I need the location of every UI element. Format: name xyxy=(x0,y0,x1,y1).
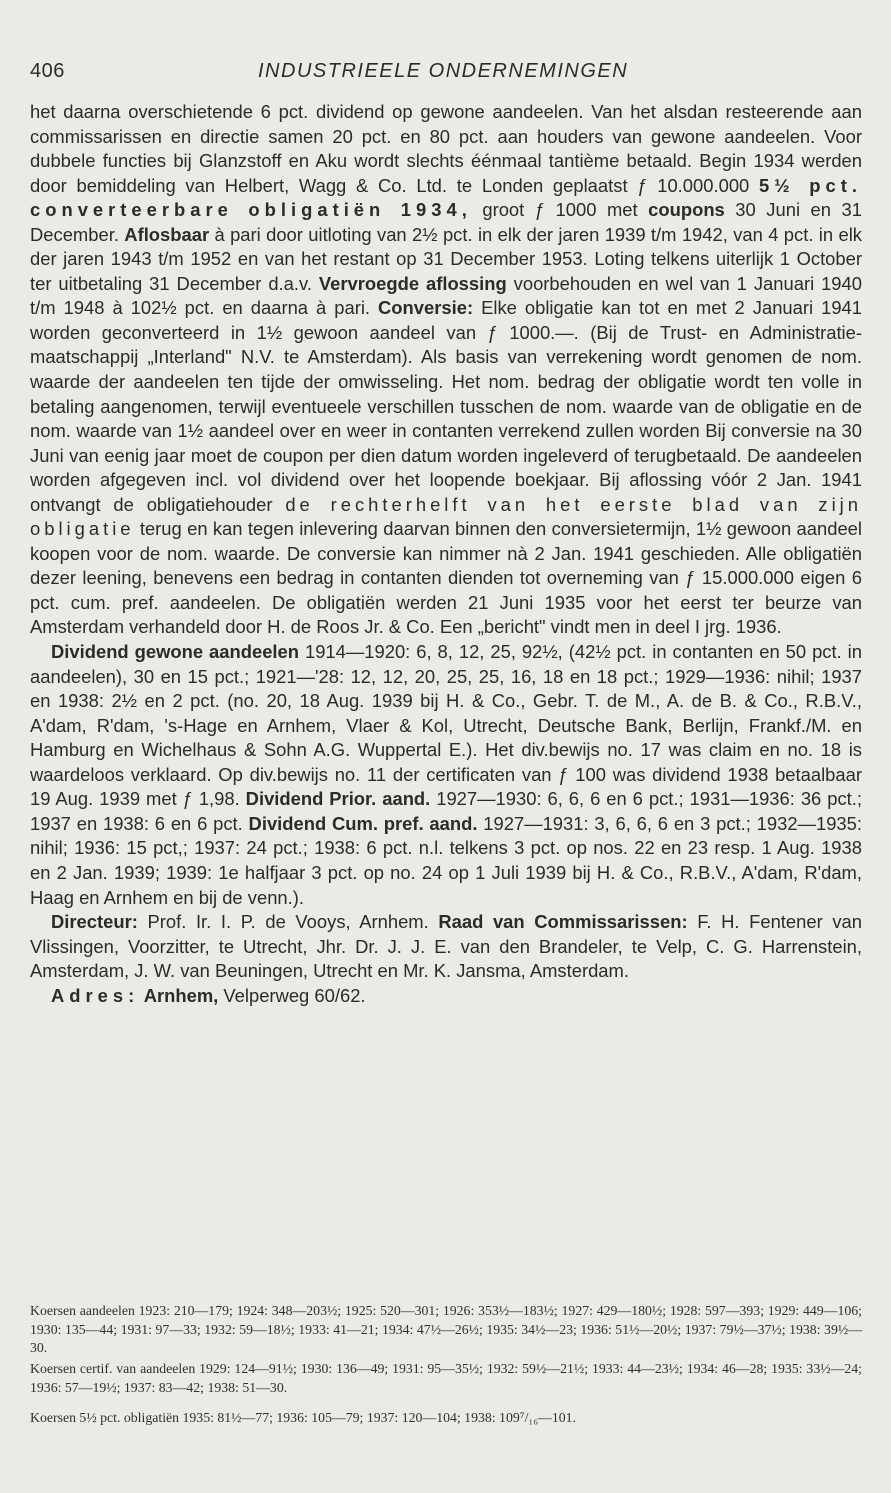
paragraph-bond-issue: het daarna overschietende 6 pct. dividend op gewone aandeelen. Van het alsdan resteerende aan commissarissen en directie samen 20 pct. en 80 pct. aan houders van gewone aandeelen. Voor dubbele functies bij Glanzstoff en Aku wordt slechts éénmaal tantième betaald. Begin 1934 werden door bemiddeling van Helbert, Wagg & Co. Ltd. te Londen geplaatst ƒ 10.000.000 5½ pct. converteerbare obligatiën 1934, groot ƒ 1000 met coupons 30 Juni en 31 December. Aflosbaar à pari door uitloting van 2½ pct. in elk der jaren 1939 t/m 1942, van 4 pct. in elk der jaren 1943 t/m 1952 en van het restant op 31 December 1953. Loting telkens uiterlijk 1 October ter uitbetaling 31 December d.a.v. Vervroegde aflossing voorbehouden en wel van 1 Januari 1940 t/m 1948 à 102½ pct. en daarna à pari. Conversie: Elke obligatie kan tot en met 2 Januari 1941 worden geconverteerd in 1½ gewoon aandeel van ƒ 1000.—. (Bij de Trust- en Administratie-maatschappij „Interland" N.V. te Amsterdam). Als basis van verrekening wordt genomen de nom. waarde der aandeelen ten tijde der omwisseling. Het nom. bedrag der obligatie wordt ten volle in betaling aangenomen, terwijl eventueele verschillen tusschen de nom. waarde van de obligatie en de nom. waarde van 1½ aandeel over en weer in contanten verrekend zullen worden Bij conversie na 30 Juni van eenig jaar moet de coupon per dien datum worden ingeleverd of terugbetaald. De aandeelen worden afgegeven incl. vol dividend over het loopende boekjaar. Bij aflossing vóór 2 Jan. 1941 ontvangt de obligatiehouder de rechterhelft van het eerste blad van zijn obligatie terug en kan tegen inlevering daarvan binnen den conversietermijn, 1½ gewoon aandeel koopen voor de nom. waarde. De conversie kan nimmer nà 2 Jan. 1941 geschieden. Alle obligatiën dezer leening, benevens een bedrag in contanten dienden tot overneming van ƒ 15.000.000 eigen 6 pct. cum. pref. aandeelen. De obligatiën werden 21 Juni 1935 voor het eerst ter beurze van Amsterdam verhandeld door H. de Roos Jr. & Co. Een „bericht" vindt men in deel I jrg. 1936. xyxy=(30,101,862,638)
paragraph-management: Directeur: Prof. Ir. I. P. de Vooys, Arnhem. Raad van Commissarissen: F. H. Fentener van Vlissingen, Voorzitter, te Utrecht, Jhr. Dr. J. J. E. van den Brandeler, te Velp, C. G. Harrenstein, Amsterdam, J. W. van Beuningen, Utrecht en Mr. K. Jansma, Amsterdam. xyxy=(30,911,862,982)
address-street: Velperweg 60/62. xyxy=(218,984,366,1006)
raad-van-commissarissen-label: Raad van Commissarissen: xyxy=(438,911,688,933)
dividend-prior-label: Dividend Prior. aand. xyxy=(245,788,431,810)
directeur-label: Directeur: xyxy=(51,911,138,933)
paragraph-address xyxy=(30,984,862,1009)
koersen-aandeelen: Koersen aandeelen 1923: 210—179; 1924: 348—203½; 1925: 520—301; 1926: 353½—183½; 1927: 429—180½; 1928: 597—393; 1929: 449—106; 1930: 135—44; 1931: 97—33; 1932: 59—18½; 1933: 41—21; 1934: 47½—26½; 1935: 34½—23; 1936: 51½—20½; 1937: 79½—37½; 1938: 39½—30. xyxy=(30,1303,862,1355)
adres-label: Adres: xyxy=(51,984,140,1006)
coupons-label: coupons xyxy=(648,199,725,221)
conversie-label: Conversie: xyxy=(378,297,474,319)
dividend-gewone-label: Dividend gewone aandeelen xyxy=(51,641,299,663)
running-head xyxy=(30,60,870,88)
page-number: 406 xyxy=(30,60,65,82)
body-text xyxy=(30,100,862,1008)
spaced-phrase: de rechterhelft van het eerste blad van zijn obligatie xyxy=(30,493,862,540)
running-title: INDUSTRIEELE ONDERNEMINGEN xyxy=(258,60,629,82)
aflosbaar-label: Aflosbaar xyxy=(124,223,210,245)
koersen-certificaten: Koersen certif. van aandeelen 1929: 124—91½; 1930: 136—49; 1931: 95—35½; 1932: 59½—21½; 1933: 44—23½; 1934: 46—28; 1935: 33½—24; 1936: 57—19½; 1937: 83—42; 1938: 51—30. xyxy=(30,1361,862,1395)
vervroegde-aflossing-label: Vervroegde aflossing xyxy=(318,272,507,294)
koersen-obligatien: Koersen 5½ pct. obligatiën 1935: 81½—77; 1936: 105—79; 1937: 120—104; 1938: 109⁷/₁₆—101. xyxy=(30,1410,576,1425)
paragraph-dividends: Dividend gewone aandeelen 1914—1920: 6, 8, 12, 25, 92½, (42½ pct. in contanten en 50 pct. in aandeelen), 30 en 15 pct.; 1921—'28: 12, 12, 20, 25, 25, 16, 18 en 18 pct.; 1929—1936: nihil; 1937 en 1938: 2½ en 2 pct. (no. 20, 18 Aug. 1939 bij H. & Co., Gebr. T. de M., A. de B. & Co., R.B.V., A'dam, R'dam, 's-Hage en Arnhem, Vlaer & Kol, Utrecht, Deutsche Bank, Berlijn, Frankf./M. en Hamburg en Wichelhaus & Sohn A.G. Wuppertal E.). Het div.bewijs no. 17 was claim en no. 18 is waardeloos verklaard. Op div.bewijs no. 11 der certificaten van ƒ 100 was dividend 1938 betaalbaar 19 Aug. 1939 met ƒ 1,98. Dividend Prior. aand. 1927—1930: 6, 6, 6 en 6 pct.; 1931—1936: 36 pct.; 1937 en 1938: 6 en 6 pct. Dividend Cum. pref. aand. 1927—1931: 3, 6, 6, 6 en 3 pct.; 1932—1935: nihil; 1936: 15 pct,; 1937: 24 pct.; 1938: 6 pct. n.l. telkens 3 pct. op nos. 22 en 23 resp. 1 Aug. 1938 en 2 Jan. 1939; 1939: 1e halfjaar 3 pct. op no. 24 op 1 Juli 1939 bij H. & Co., R.B.V., A'dam, R'dam, Haag en Arnhem en bij de venn.). xyxy=(30,641,862,908)
dividend-cum-pref-label: Dividend Cum. pref. aand. xyxy=(248,812,478,834)
address-city: Arnhem, xyxy=(139,984,219,1006)
bond-name: 5½ pct. converteerbare obligatiën 1934, xyxy=(30,174,862,221)
